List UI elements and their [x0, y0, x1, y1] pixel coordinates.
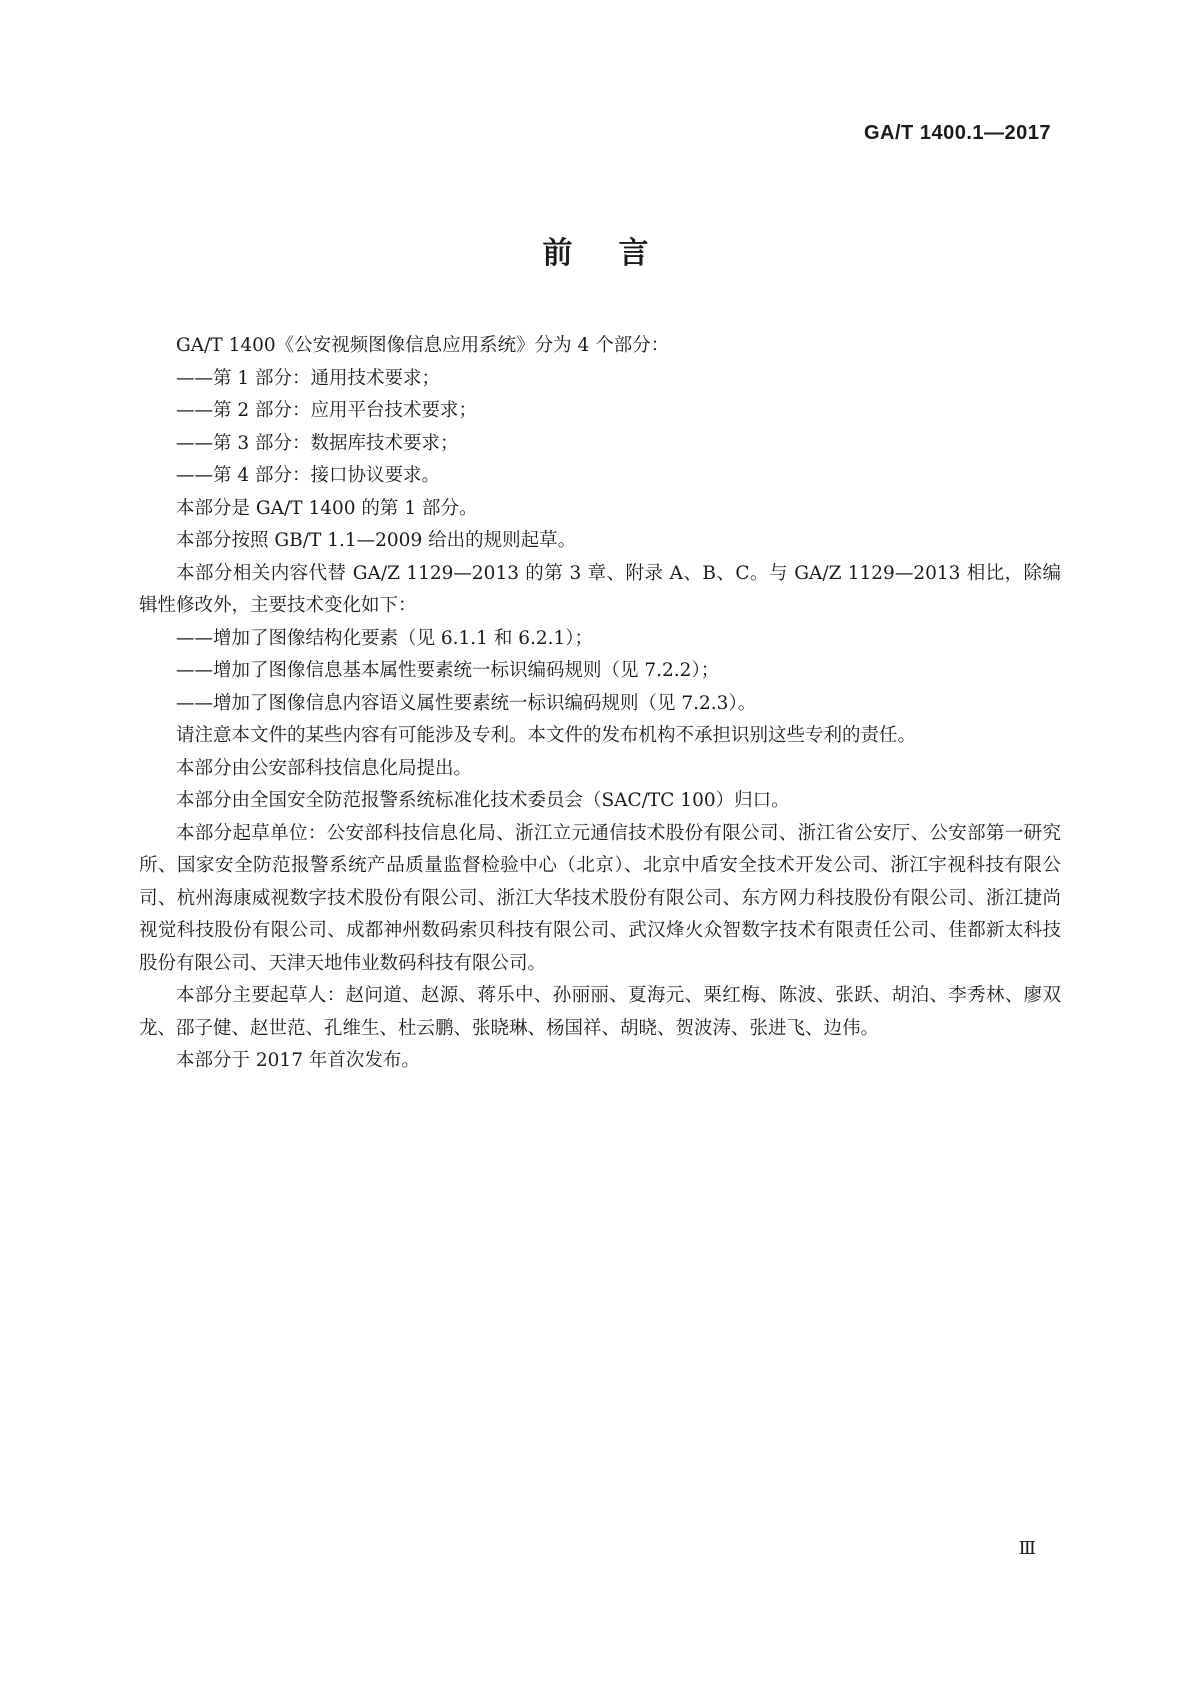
- list-item-part-4: ——第 4 部分：接口协议要求。: [176, 465, 441, 486]
- page-number: Ⅲ: [1018, 1538, 1036, 1558]
- list-item-part-2: ——第 2 部分：应用平台技术要求；: [176, 400, 478, 421]
- list-item-change-3: ——增加了图像信息内容语义属性要素统一标识编码规则（见 7.2.3）。: [176, 692, 757, 714]
- page-title: 前言: [542, 236, 695, 271]
- list-item-part-1: ——第 1 部分：通用技术要求；: [176, 367, 441, 389]
- foreword-body: [139, 330, 1061, 1078]
- list-item-part-3: ——第 3 部分：数据库技术要求；: [176, 432, 459, 454]
- paragraph-this-part: 本部分是 GA/T 1400 的第 1 部分。: [176, 497, 478, 519]
- document-code: GA/T 1400.1—2017: [864, 122, 1051, 144]
- paragraph-parts-intro: GA/T 1400《公安视频图像信息应用系统》分为 4 个部分：: [176, 335, 670, 356]
- paragraph-patent-notice: 请注意本文件的某些内容有可能涉及专利。本文件的发布机构不承担识别这些专利的责任。: [176, 725, 917, 746]
- paragraph-first-release: 本部分于 2017 年首次发布。: [176, 1050, 420, 1071]
- list-item-change-2: ——增加了图像信息基本属性要素统一标识编码规则（见 7.2.2）；: [176, 660, 720, 681]
- paragraph-proposed-by: 本部分由公安部科技信息化局提出。: [176, 757, 473, 779]
- paragraph-drafting-rules: 本部分按照 GB/T 1.1—2009 给出的规则起草。: [176, 530, 577, 551]
- paragraph-drafters: 本部分主要起草人：赵问道、赵源、蒋乐中、孙丽丽、夏海元、栗红梅、陈波、张跃、胡泊、李秀林、廖双龙、邵子健、赵世范、孔维生、杜云鹏、张晓琳、杨国祥、胡晓、贺波涛、张进飞、边伟。: [139, 985, 1061, 1039]
- paragraph-centralized-by: 本部分由全国安全防范报警系统标准化技术委员会（SAC/TC 100）归口。: [176, 790, 790, 811]
- paragraph-drafting-units: 本部分起草单位：公安部科技信息化局、浙江立元通信技术股份有限公司、浙江省公安厅、公安部第一研究所、国家安全防范报警系统产品质量监督检验中心（北京）、北京中盾安全技术开发公司、浙江宇视科技有限公司、杭州海康威视数字技术股份有限公司、浙江大华技术股份有限公司、东方网力科技股份有限公司、浙江捷尚视觉科技股份有限公司、成都神州数码索贝科技有限公司、武汉烽火众智数字技术有限责任公司、佳都新太科技股份有限公司、天津天地伟业数码科技有限公司。: [139, 822, 1061, 974]
- list-item-change-1: ——增加了图像结构化要素（见 6.1.1 和 6.2.1）；: [176, 627, 594, 649]
- paragraph-replaces: 本部分相关内容代替 GA/Z 1129—2013 的第 3 章、附录 A、B、C。与 GA/Z 1129—2013 相比，除编辑性修改外，主要技术变化如下：: [139, 562, 1061, 616]
